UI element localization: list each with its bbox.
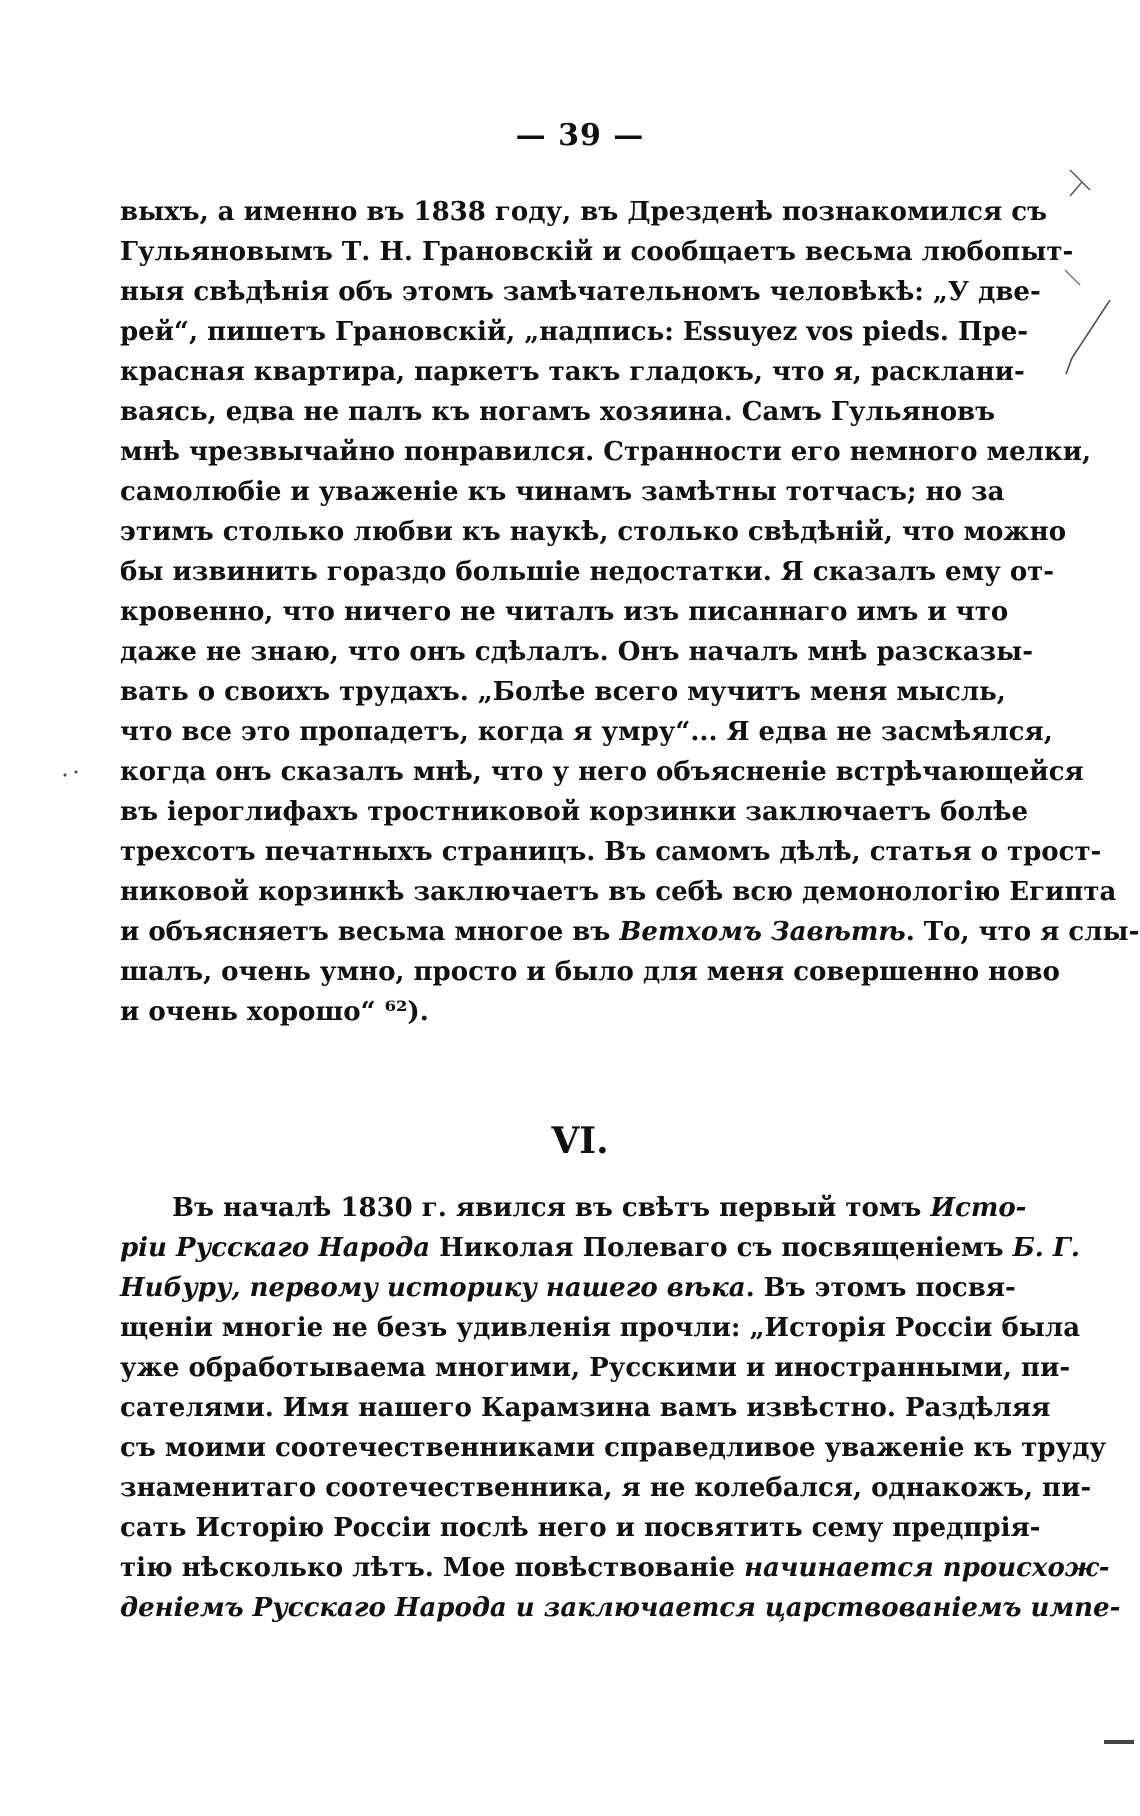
- text-line: никовой корзинкѣ заключаетъ въ себѣ всю демонологію Египта: [120, 877, 1117, 907]
- section-heading: VI.: [551, 1120, 609, 1162]
- margin-dots: [60, 770, 90, 780]
- text-line: и очень хорошо“ ⁶²).: [120, 997, 429, 1027]
- text-line: щеніи многіе не безъ удивленія прочли: „Исторія Россіи была: [120, 1313, 1081, 1343]
- text-line: уже обработываема многими, Русскими и иностранными, пи-: [120, 1353, 1071, 1383]
- text-line: что все это пропадетъ, когда я умру“... Я едва не засмѣялся,: [120, 717, 1053, 747]
- text-line: когда онъ сказалъ мнѣ, что у него объясненіе встрѣчающейся: [120, 757, 1084, 787]
- paragraph-1: [120, 192, 1140, 1032]
- page-number: — 39 —: [515, 118, 645, 153]
- text-line: ріи Русскаго Народа Николая Полеваго съ посвященіемъ Б. Г.: [120, 1233, 1080, 1263]
- text-line: сателями. Имя нашего Карамзина вамъ извѣстно. Раздѣляя: [120, 1393, 1051, 1423]
- text-line: знаменитаго соотечественника, я не колебался, однакожъ, пи-: [120, 1473, 1092, 1503]
- text-line: этимъ столько любви къ наукѣ, столько свѣдѣній, что можно: [120, 517, 1067, 547]
- edge-mark: [1104, 1740, 1134, 1744]
- text-line: ваясь, едва не палъ къ ногамъ хозяина. Самъ Гульяновъ: [120, 397, 996, 427]
- text-line: деніемъ Русскаго Народа и заключается царствованіемъ импе-: [120, 1593, 1121, 1623]
- text-line: Гульяновымъ Т. Н. Грановскій и сообщаетъ весьма любопыт-: [120, 237, 1074, 267]
- text-line: Нибуру, первому историку нашего вѣка. Въ этомъ посвя-: [120, 1273, 1016, 1303]
- text-line: шалъ, очень умно, просто и было для меня совершенно ново: [120, 957, 1060, 987]
- text-line: ныя свѣдѣнія объ этомъ замѣчательномъ человѣкѣ: „У две-: [120, 277, 1041, 307]
- text-line: съ моими соотечественниками справедливое уваженіе къ труду: [120, 1433, 1107, 1463]
- text-line: даже не знаю, что онъ сдѣлалъ. Онъ началъ мнѣ разсказы-: [120, 637, 1034, 667]
- text-line: трехсотъ печатныхъ страницъ. Въ самомъ дѣлѣ, статья о трост-: [120, 837, 1102, 867]
- text-line: самолюбіе и уваженіе къ чинамъ замѣтны тотчасъ; но за: [120, 477, 1005, 507]
- text-line: Въ началѣ 1830 г. явился въ свѣтъ первый томъ Исто-: [172, 1193, 1027, 1223]
- margin-pencil-marks: [1040, 160, 1140, 460]
- text-line: бы извинить гораздо большіе недостатки. Я сказалъ ему от-: [120, 557, 1055, 587]
- text-line: сать Исторію Россіи послѣ него и посвятить сему предпрія-: [120, 1513, 1041, 1543]
- text-line: въ іероглифахъ тростниковой корзинки заключаетъ болѣе: [120, 797, 1028, 827]
- text-line: мнѣ чрезвычайно понравился. Странности его немного мелки,: [120, 437, 1092, 467]
- text-line: и объясняетъ весьма многое въ Ветхомъ Завѣтѣ. То, что я слы-: [120, 917, 1140, 947]
- text-line: тію нѣсколько лѣтъ. Мое повѣствованіе начинается происхож-: [120, 1553, 1110, 1583]
- text-line: вать о своихъ трудахъ. „Болѣе всего мучитъ меня мысль,: [120, 677, 1006, 707]
- text-line: кровенно, что ничего не читалъ изъ писаннаго имъ и что: [120, 597, 1009, 627]
- text-line: рей“, пишетъ Грановскій, „надпись: Essuyez vos pieds. Пре-: [120, 317, 1029, 347]
- text-line: выхъ, а именно въ 1838 году, въ Дрезденѣ познакомился съ: [120, 197, 1048, 227]
- text-line: красная квартира, паркетъ такъ гладокъ, что я, расклани-: [120, 357, 1025, 387]
- paragraph-2: [120, 1188, 1121, 1628]
